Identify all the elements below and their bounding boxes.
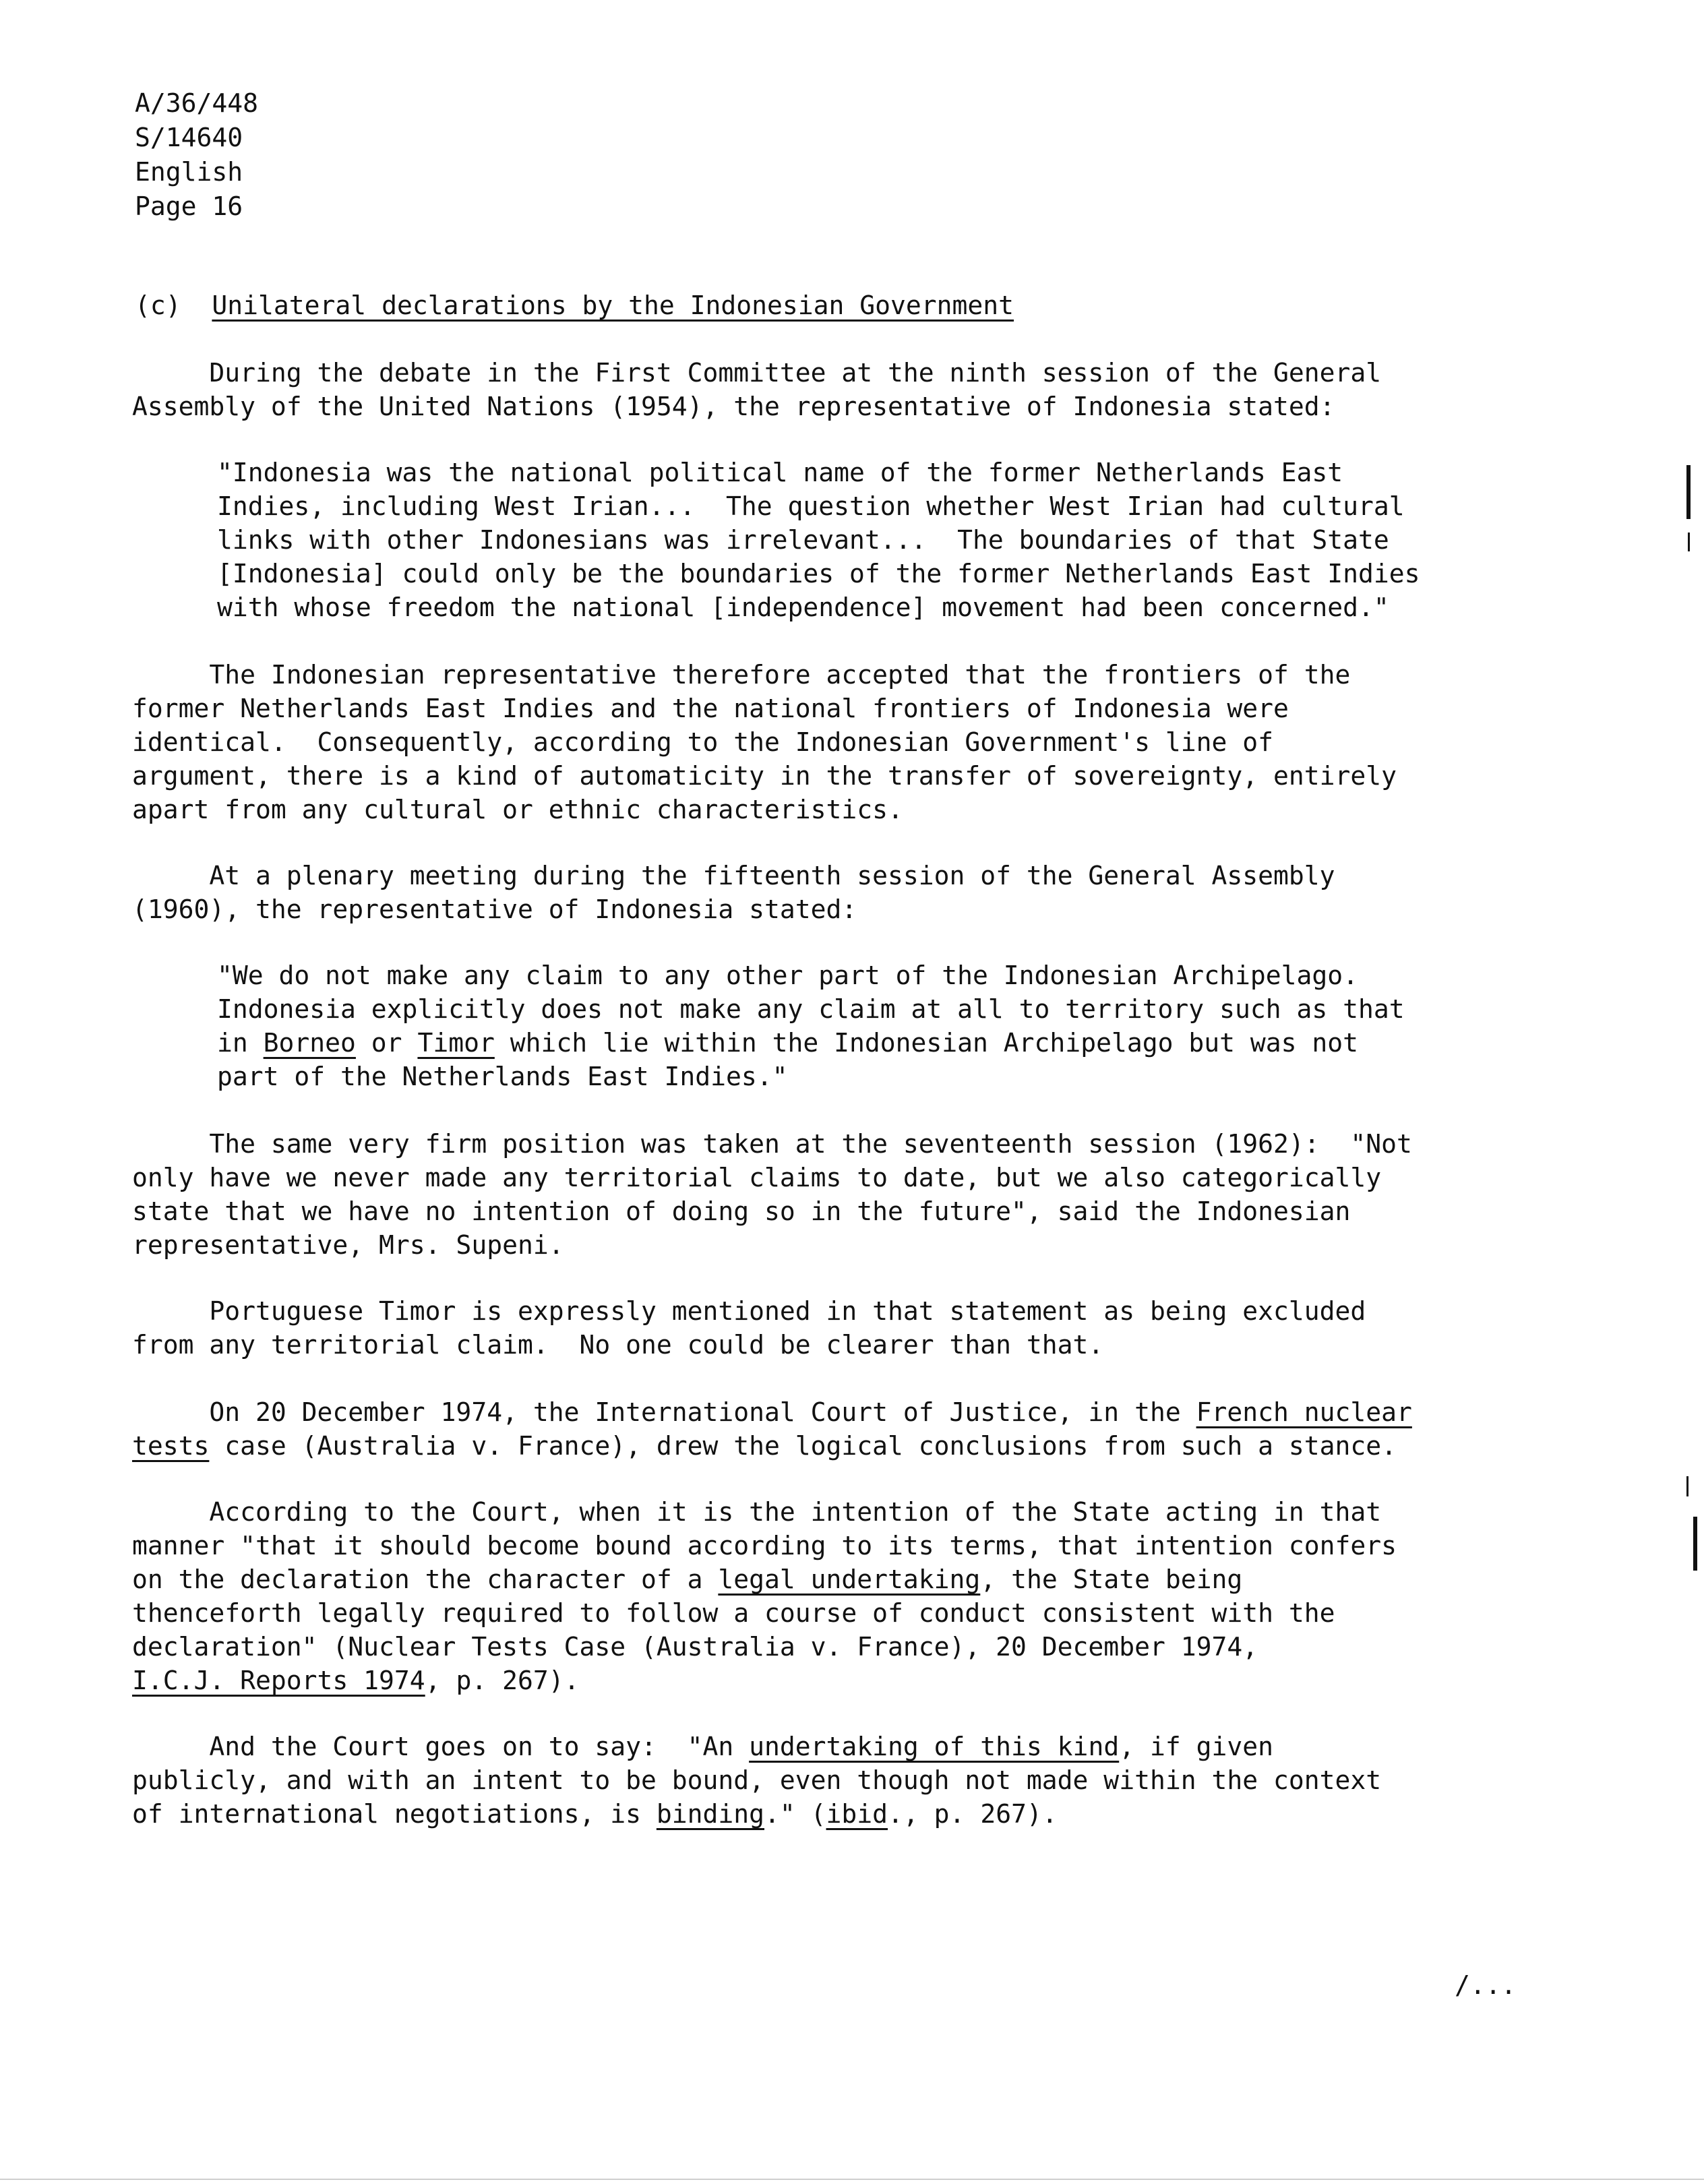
paragraph-2 [132,658,1548,826]
paragraph-line: At a plenary meeting during the fifteenth session of the General Assembly [132,861,1335,890]
paragraph-line: state that we have no intention of doing so in the future", said the Indonesian [132,1196,1351,1226]
paragraph-line [132,1730,1548,1763]
quote-line: part of the Netherlands East Indies." [217,1062,788,1091]
paragraph-line: representative, Mrs. Supeni. [132,1230,564,1260]
section-label: (c) [135,291,181,320]
emphasis-underlined: binding [656,1799,765,1829]
paragraph-line: publicly, and with an intent to be bound, even though not made within the context [132,1765,1382,1795]
quote-line: links with other Indonesians was irrelevant... The boundaries of that State [217,525,1389,555]
section-title: Unilateral declarations by the Indonesian Government [212,291,1014,320]
quote-line: Indies, including West Irian... The question whether West Irian had cultural [217,491,1405,521]
quote-text: in [217,1028,264,1058]
paragraph-line [132,1563,1548,1596]
citation-underlined: ibid [826,1799,888,1829]
case-name-underlined: tests [132,1431,210,1461]
scan-artifact [1693,1517,1697,1571]
paragraph-text: On 20 December 1974, the International Court of Justice, in the [132,1397,1196,1427]
paragraph-text: , if given [1119,1732,1273,1761]
paragraph-text: ." ( [764,1799,826,1829]
quote-line: "Indonesia was the national political name of the former Netherlands East [217,458,1343,487]
document-symbol-a: A/36/448 [135,88,259,118]
paragraph-1 [132,356,1548,423]
quotation-1 [217,456,1633,624]
paragraph-line: Assembly of the United Nations (1954), the representative of Indonesia stated: [132,392,1335,421]
paragraph-line: argument, there is a kind of automaticity in the transfer of sovereignty, entirely [132,761,1397,791]
paragraph-text: , p. 267). [425,1666,580,1695]
scan-artifact [1686,1476,1688,1496]
underlined-place-timor: Timor [417,1028,495,1058]
paragraph-5 [132,1294,1548,1362]
paragraph-line [132,1664,1548,1697]
paragraph-line: former Netherlands East Indies and the national frontiers of Indonesia were [132,694,1289,723]
document-language: English [135,157,243,187]
paragraph-text: case (Australia v. France), drew the logical conclusions from such a stance. [209,1431,1397,1461]
paragraph-line [132,1429,1548,1463]
quote-line: "We do not make any claim to any other part of the Indonesian Archipelago. [217,961,1358,990]
document-header [135,86,258,224]
paragraph-line: The Indonesian representative therefore accepted that the frontiers of the [132,660,1351,690]
document-symbol-s: S/14640 [135,123,243,152]
quotation-2 [217,959,1633,1093]
emphasis-underlined: undertaking of this kind [749,1732,1120,1761]
paragraph-8 [132,1730,1548,1831]
paragraph-line: The same very firm position was taken at the seventeenth session (1962): "Not [132,1129,1412,1159]
quote-line: with whose freedom the national [independence] movement had been concerned." [217,593,1389,622]
paragraph-text: ., p. 267). [888,1799,1058,1829]
paragraph-7 [132,1495,1548,1697]
paragraph-text: , the State being [980,1565,1243,1594]
scan-edge [0,2179,1704,2180]
paragraph-text: And the Court goes on to say: "An [132,1732,750,1761]
continuation-marker: /... [1455,1970,1517,2000]
paragraph-line: According to the Court, when it is the intention of the State acting in that [132,1497,1382,1527]
section-heading [135,289,1014,322]
paragraph-line: (1960), the representative of Indonesia stated: [132,894,857,924]
underlined-place-borneo: Borneo [263,1028,356,1058]
scan-artifact [1686,465,1691,519]
paragraph-6 [132,1395,1548,1463]
quote-line: [Indonesia] could only be the boundaries of the former Netherlands East Indies [217,559,1420,588]
paragraph-line: manner "that it should become bound according to its terms, that intention confers [132,1531,1397,1560]
scan-artifact [1688,533,1690,551]
paragraph-line: only have we never made any territorial claims to date, but we also categorically [132,1163,1382,1192]
paragraph-line: identical. Consequently, according to the Indonesian Government's line of [132,727,1273,757]
quote-line [217,1026,1633,1060]
emphasis-underlined: legal undertaking [718,1565,981,1594]
paragraph-line [132,1797,1548,1831]
paragraph-line [132,1395,1548,1429]
paragraph-line: Portuguese Timor is expressly mentioned in that statement as being excluded [132,1296,1366,1326]
citation-underlined: I.C.J. Reports 1974 [132,1666,425,1695]
paragraph-4 [132,1127,1548,1262]
paragraph-line: During the debate in the First Committee at the ninth session of the General [132,358,1382,388]
paragraph-line: thenceforth legally required to follow a course of conduct consistent with the [132,1598,1335,1628]
paragraph-line: apart from any cultural or ethnic characteristics. [132,795,903,824]
paragraph-3 [132,859,1548,926]
paragraph-line: from any territorial claim. No one could be clearer than that. [132,1330,1104,1360]
paragraph-line: declaration" (Nuclear Tests Case (Australia v. France), 20 December 1974, [132,1632,1258,1662]
case-name-underlined: French nuclear [1196,1397,1412,1427]
quote-text: which lie within the Indonesian Archipelago but was not [494,1028,1358,1058]
paragraph-text: of international negotiations, is [132,1799,657,1829]
quote-line: Indonesia explicitly does not make any claim at all to territory such as that [217,994,1405,1024]
paragraph-text: on the declaration the character of a [132,1565,719,1594]
page-number: Page 16 [135,191,243,221]
quote-text: or [355,1028,418,1058]
